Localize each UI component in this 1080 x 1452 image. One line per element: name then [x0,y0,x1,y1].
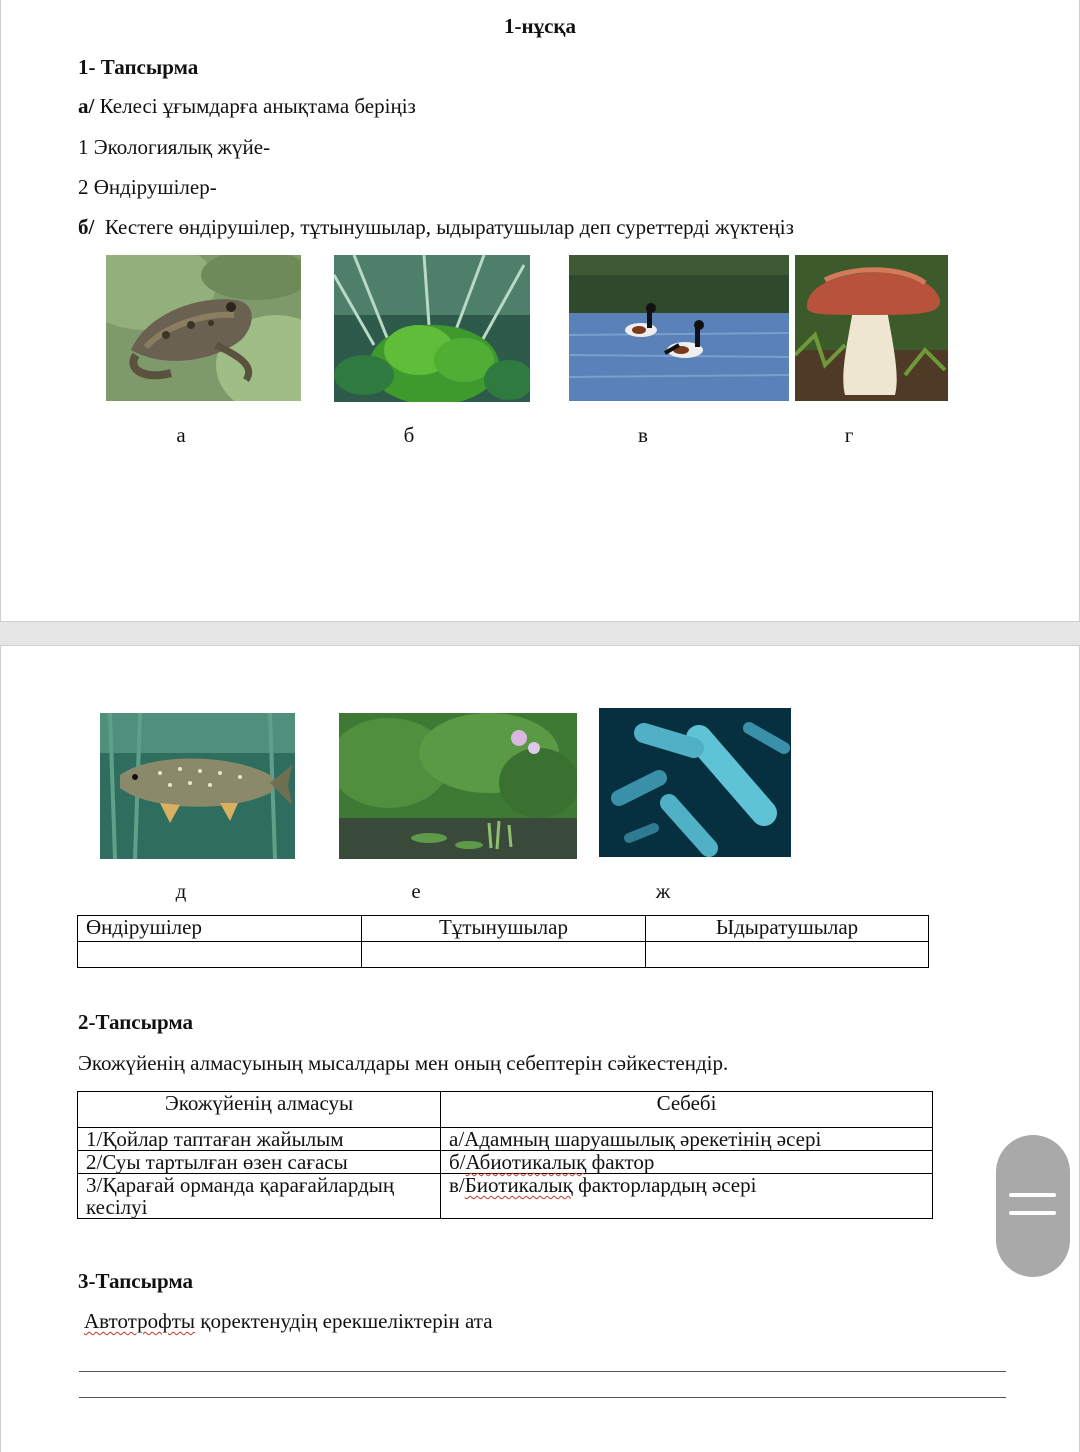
bacteria-image [599,708,791,857]
task1-part-b [78,217,794,238]
header-decomposers: Ыдыратушылар [646,916,929,942]
header-consumers: Тұтынушылар [362,916,646,942]
task3-title: 3-Тапсырма [78,1269,194,1293]
change-1: 1/Қойлар таптаған жайылым [78,1128,441,1151]
pike-fish-image [100,713,295,859]
definition-item-2: 2 Өндірушілер- [78,175,217,199]
task2-title: 2-Тапсырма [78,1010,194,1034]
mushroom-image [795,255,948,401]
task1-part-a [78,96,416,117]
table-row [78,1174,933,1219]
task3-instruction [84,1311,493,1332]
header-cause: Себебі [441,1092,933,1128]
cause-v-prefix: в/ [449,1173,465,1198]
ducks-on-lake-image [569,255,789,401]
frog-image [106,255,301,401]
cause-b-spellcheck-word: Абиотикалық [465,1150,587,1175]
cause-a-prefix: а/ [449,1127,465,1151]
table-row [78,1128,933,1151]
part-b-text: Кестеге өндірушілер, тұтынушылар, ыдыратушылар деп суреттерді жүктеңіз [104,215,794,239]
cause-b-prefix: б/ [449,1150,466,1175]
image-label-g: г [844,423,854,447]
image-label-v: в [638,423,648,447]
table-row [78,1151,933,1174]
aquatic-plants-image [334,255,530,402]
handle-grip-line-top [1009,1193,1056,1197]
scroll-handle[interactable] [996,1135,1070,1277]
consumers-answer-cell[interactable] [362,942,646,968]
classification-table [77,915,929,968]
image-label-e: е [411,879,421,903]
change-2: 2/Суы тартылған өзен сағасы [78,1151,441,1174]
task3-instruction-text: қоректенудің ерекшеліктерін ата [195,1309,493,1333]
header-ecosystem-change: Экожүйенің алмасуы [78,1092,441,1128]
change-3-line2: кесілуі [86,1195,148,1220]
image-label-zh: ж [655,879,671,903]
part-a-marker: а/ [78,94,95,118]
task2-instruction: Экожүйенің алмасуының мысалдары мен оның себептерін сәйкестендір. [78,1051,729,1075]
header-producers: Өндірушілер [78,916,362,942]
variant-title: 1-нұсқа [504,14,577,38]
image-label-b: б [403,423,415,447]
definition-item-1: 1 Экологиялық жүйе- [78,135,271,159]
cause-b [441,1151,933,1174]
cause-v [441,1174,933,1219]
document-page-1 [0,0,1080,622]
task1-title: 1- Тапсырма [78,55,199,79]
handle-grip-line-bottom [1009,1211,1056,1215]
change-3 [78,1174,441,1219]
producers-answer-cell[interactable] [78,942,362,968]
cause-v-text: факторлардың әсері [572,1173,757,1198]
answer-line-2[interactable] [79,1397,1006,1398]
part-a-text: Келесі ұғымдарға анықтама беріңіз [99,94,416,118]
image-label-d: д [175,879,187,903]
image-label-a: а [176,423,186,447]
matching-table [77,1091,933,1219]
document-page-2 [0,645,1080,1452]
answer-line-1[interactable] [79,1371,1006,1372]
cause-b-text: фактор [586,1150,655,1175]
cause-v-spellcheck-word: Биотикалық [464,1173,573,1198]
part-b-marker: б/ [78,215,95,239]
decomposers-answer-cell[interactable] [646,942,929,968]
cause-a [441,1128,933,1151]
task3-spellcheck-word: Автотрофты [84,1309,196,1333]
change-3-line1: 3/Қарағай орманда қарағайлардың [86,1173,395,1198]
pond-garden-image [339,713,577,859]
cause-a-text: Адамның шаруашылық әрекетінің әсері [464,1127,822,1151]
